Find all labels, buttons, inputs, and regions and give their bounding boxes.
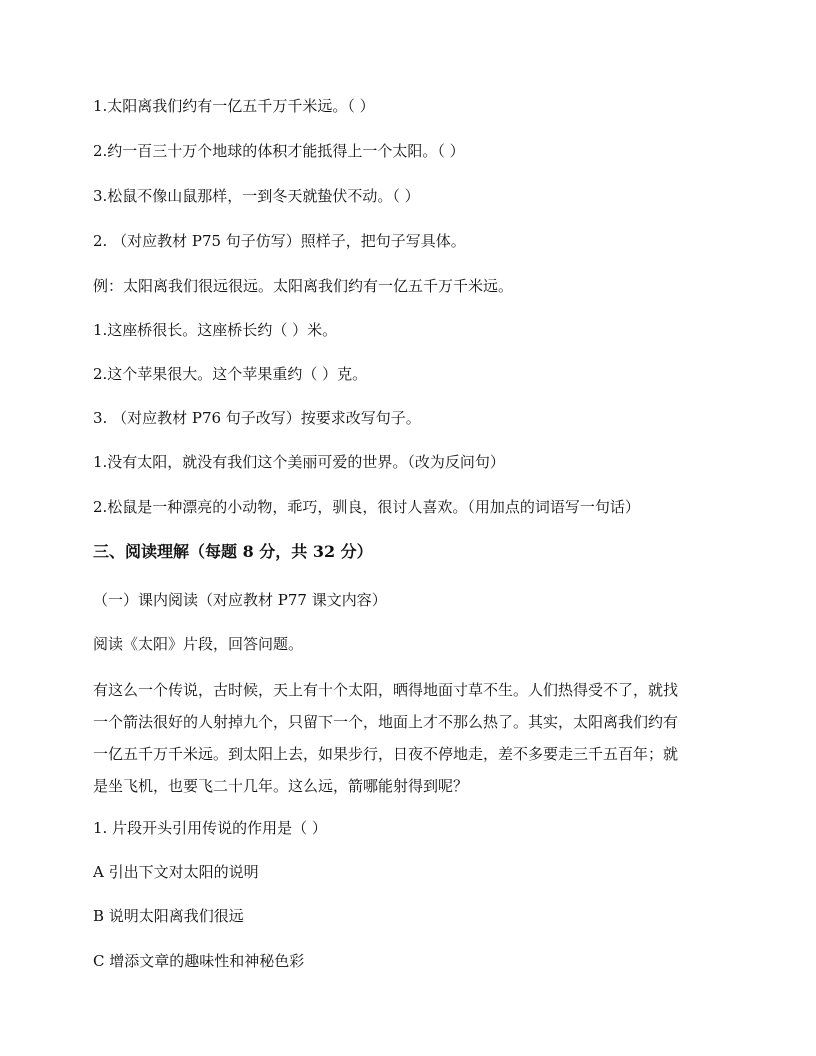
reading-passage (93, 680, 725, 808)
judgement-item-2: 2.约一百三十万个地球的体积才能抵得上一个太阳。（ ） (93, 142, 465, 160)
option-a: A 引出下文对太阳的说明 (93, 863, 259, 881)
example-sentence: 例：太阳离我们很远很远。太阳离我们约有一亿五千万千米远。 (93, 277, 514, 295)
reading-question-1: 1. 片段开头引用传说的作用是（ ） (93, 819, 327, 837)
section-3-heading: 三、阅读理解（每题 8 分，共 32 分） (93, 542, 373, 561)
question-2-title: 2. （对应教材 P75 句子仿写）照样子，把句子写具体。 (93, 232, 466, 250)
judgement-item-1: 1.太阳离我们约有一亿五千万千米远。（ ） (93, 97, 375, 115)
passage-line: 有这么一个传说，古时候，天上有十个太阳，晒得地面寸草不生。人们热得受不了，就找 (93, 681, 679, 699)
question-3-title: 3. （对应教材 P76 句子改写）按要求改写句子。 (93, 409, 421, 427)
judgement-item-3: 3.松鼠不像山鼠那样，一到冬天就蛰伏不动。（ ） (93, 187, 420, 205)
passage-line: 一亿五千万千米远。到太阳上去，如果步行，日夜不停地走，差不多要走三千五百年；就 (93, 745, 679, 763)
transform-item-1: 1.没有太阳，就没有我们这个美丽可爱的世界。（改为反问句） (93, 453, 505, 471)
option-b: B 说明太阳离我们很远 (93, 907, 244, 925)
passage-line: 一个箭法很好的人射掉九个，只留下一个，地面上才不那么热了。其实，太阳离我们约有 (93, 713, 679, 731)
reading-instruction: 阅读《太阳》片段，回答问题。 (93, 635, 304, 653)
option-c: C 增添文章的趣味性和神秘色彩 (93, 952, 305, 970)
transform-item-2: 2.松鼠是一种漂亮的小动物，乖巧，驯良，很讨人喜欢。（用加点的词语写一句话） (93, 498, 640, 516)
rewrite-item-1: 1.这座桥很长。这座桥长约（ ）米。 (93, 321, 338, 339)
subsection-title: （一）课内阅读（对应教材 P77 课文内容） (93, 591, 387, 609)
passage-line: 是坐飞机，也要飞二十几年。这么远，箭哪能射得到呢？ (93, 777, 469, 795)
rewrite-item-2: 2.这个苹果很大。这个苹果重约（ ）克。 (93, 365, 368, 383)
